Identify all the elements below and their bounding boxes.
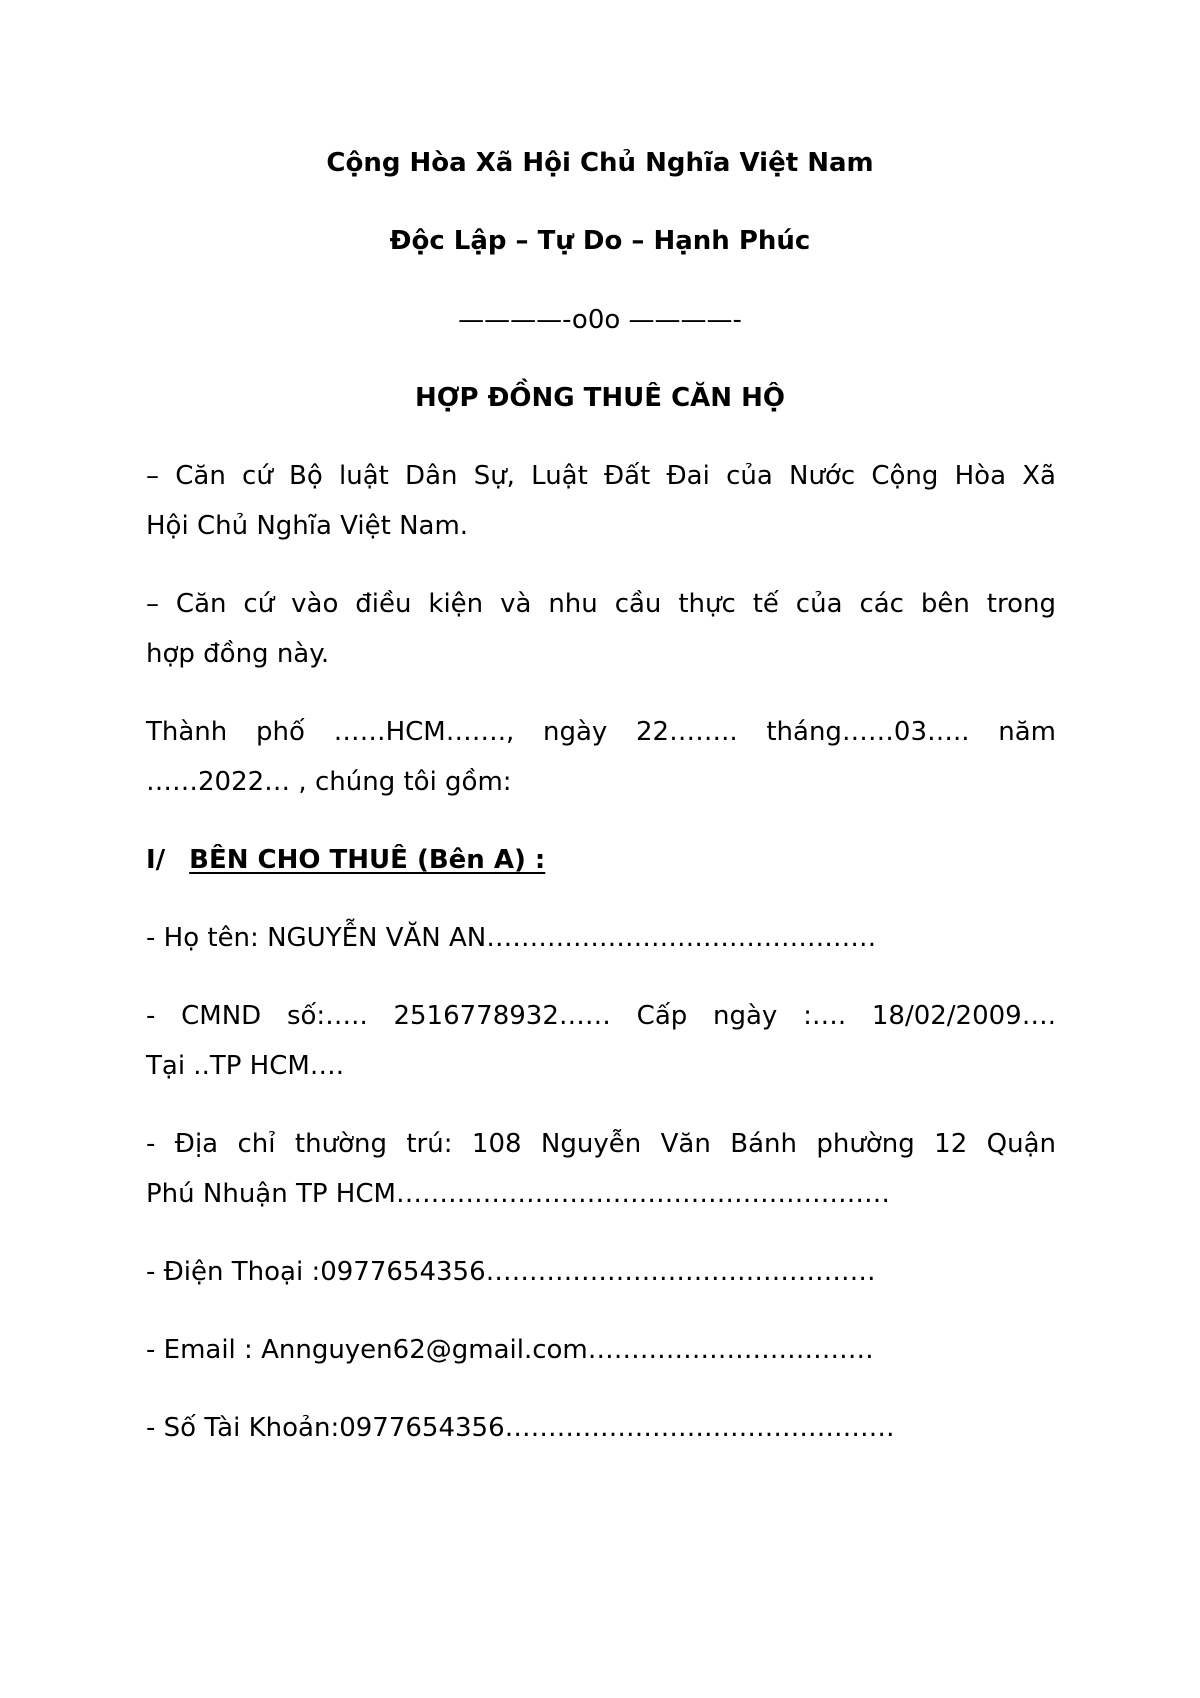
party-a-id-line-1: - CMND số:….. 2516778932…… Cấp ngày :…. 18/02/2009…. (146, 1001, 1056, 1031)
party-a-phone: - Điện Thoại :0977654356……………………………………… (146, 1257, 876, 1287)
party-a-account: - Số Tài Khoản:0977654356……………………………………… (146, 1413, 895, 1443)
basis-1-line-1: – Căn cứ Bộ luật Dân Sự, Luật Đất Đai của Nước Cộng Hòa Xã (146, 461, 1056, 491)
date-line-1: Thành phố ……HCM……., ngày 22…….. tháng……03….. năm (146, 717, 1056, 747)
party-a-name: - Họ tên: NGUYỄN VĂN AN……………………………………… (146, 923, 877, 953)
national-motto: Độc Lập – Tự Do – Hạnh Phúc (389, 226, 811, 256)
party-a-id-line-2: Tại ..TP HCM…. (146, 1051, 345, 1081)
party-a-address-line-2: Phú Nhuận TP HCM………………………………………………… (146, 1179, 890, 1209)
party-a-address-line-1: - Địa chỉ thường trú: 108 Nguyễn Văn Bánh phường 12 Quận (146, 1129, 1056, 1159)
date-line-2: ……2022… , chúng tôi gồm: (146, 767, 512, 797)
document-title: HỢP ĐỒNG THUÊ CĂN HỘ (415, 383, 785, 413)
section-heading-party-a (146, 844, 1056, 876)
header-divider: ————-o0o ————- (458, 305, 742, 335)
basis-2-line-1: – Căn cứ vào điều kiện và nhu cầu thực tế của các bên trong (146, 589, 1056, 619)
section-number: I/ (146, 845, 166, 875)
basis-2-line-2: hợp đồng này. (146, 639, 330, 669)
section-title: BÊN CHO THUÊ (Bên A) : (189, 845, 546, 875)
national-title: Cộng Hòa Xã Hội Chủ Nghĩa Việt Nam (326, 148, 874, 178)
basis-1-line-2: Hội Chủ Nghĩa Việt Nam. (146, 511, 469, 541)
party-a-email: - Email : Annguyen62@gmail.com…………………………… (146, 1335, 874, 1365)
